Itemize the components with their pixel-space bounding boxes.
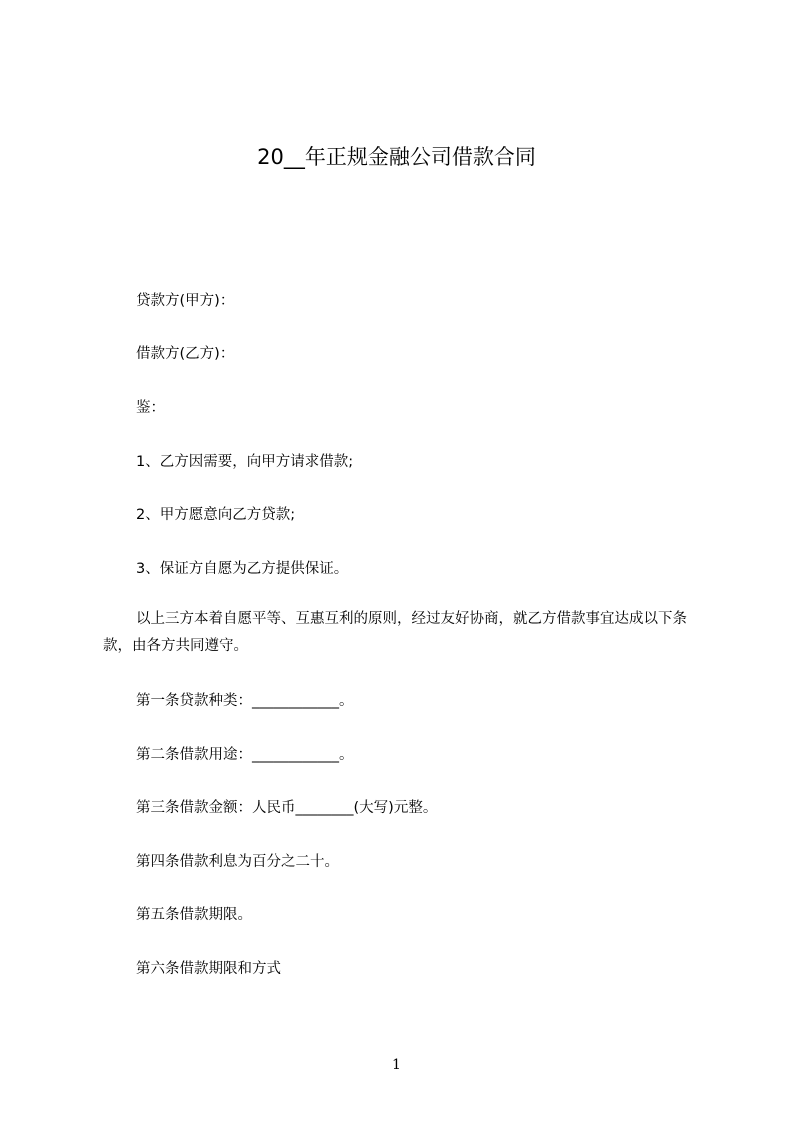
- clause-6: 第六条借款期限和方式: [136, 961, 281, 977]
- clause-5: 第五条借款期限。: [136, 907, 252, 923]
- clause-2: 第二条借款用途：____________。: [136, 747, 354, 763]
- paragraph-item-3: 3、保证方自愿为乙方提供保证。: [136, 561, 349, 577]
- paragraph-whereas: 鉴：: [136, 400, 165, 416]
- paragraph-borrower: 借款方(乙方)：: [136, 346, 235, 362]
- paragraph-principle: [103, 606, 703, 660]
- clause-4: 第四条借款利息为百分之二十。: [136, 854, 339, 870]
- clause-1: 第一条贷款种类：____________。: [136, 693, 354, 709]
- paragraph-lender: 贷款方(甲方)：: [136, 293, 235, 309]
- paragraph-principle-text: 以上三方本着自愿平等、互惠互利的原则，经过友好协商，就乙方借款事宜达成以下条款，由各方共同遵守。: [103, 611, 687, 654]
- paragraph-item-1: 1、乙方因需要，向甲方请求借款;: [136, 454, 354, 470]
- paragraph-item-2: 2、甲方愿意向乙方贷款;: [136, 507, 296, 523]
- clause-3: 第三条借款金额：人民币________(大写)元整。: [136, 800, 438, 816]
- page-number: 1: [392, 1057, 401, 1073]
- document-title: 20__年正规金融公司借款合同: [257, 145, 536, 169]
